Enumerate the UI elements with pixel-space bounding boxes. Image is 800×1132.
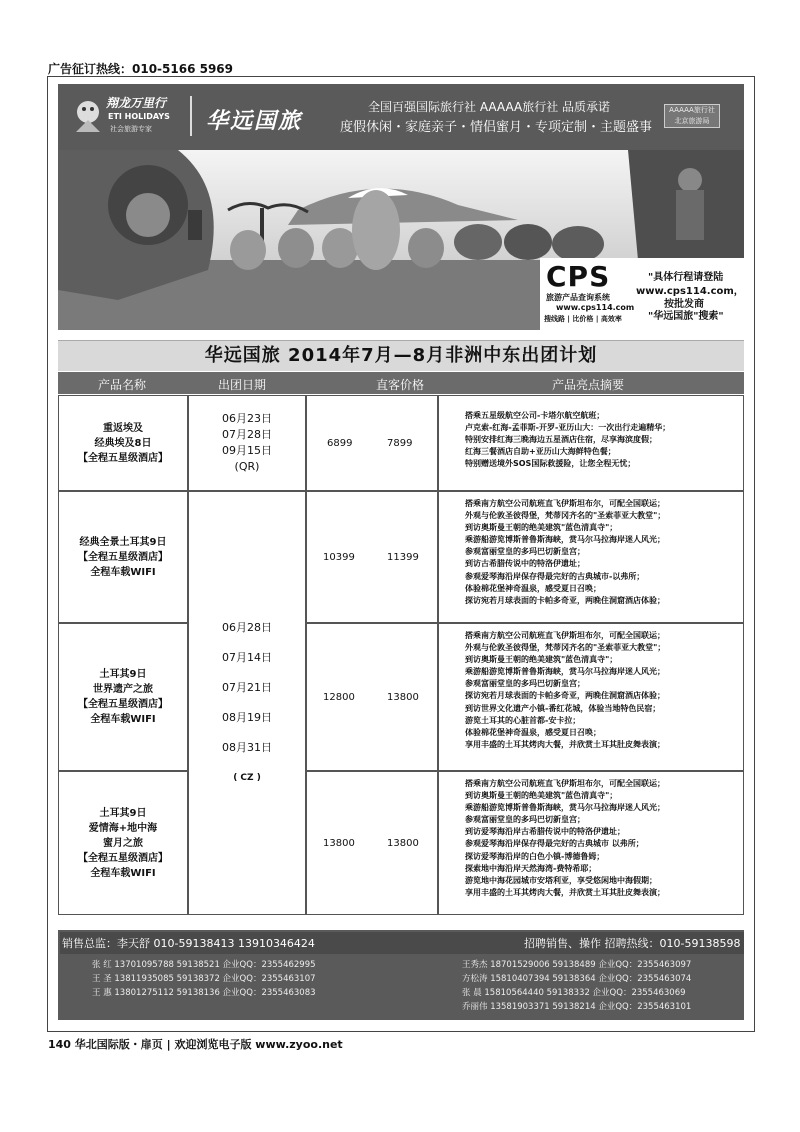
table-row-name: 重返埃及 经典埃及8日 【全程五星级酒店】 — [58, 395, 188, 491]
table-row-highlights: 搭乘南方航空公司航班直飞伊斯坦布尔，可配全国联运； 到访奥斯曼王朝的绝美建筑"蓝色清真寺"； 乘游船游览博斯普鲁斯海峡，赏马尔马拉海岸迷人风光； 参观富丽堂皇的多玛巴切新皇宫； 到访爱琴海沿岸古希腊传说中的特洛伊遗址； 参观爱琴海沿岸保存得最完好的古典城市 以弗所； 探访爱琴海沿岸的白色小镇-博德鲁姆； 探索地中海沿岸天然海湾-费特希耶； 游览地中海花园城市安塔利亚，享受悠闲地中海假期； 享用丰盛的土耳其烤肉大餐，并欣赏土耳其肚皮舞表演； — [438, 771, 744, 915]
page-title: 华远国旅 2014年7月—8月非洲中东出团计划 — [58, 340, 744, 371]
badge-line-2: 北京旅游局 — [674, 117, 710, 125]
logo-sub: 社会旅游专家 — [110, 125, 152, 133]
table-row-highlights: 搭乘南方航空公司航班直飞伊斯坦布尔，可配全国联运； 外观与伦敦圣彼得堡，梵蒂冈齐名的"圣索菲亚大教堂"； 到访奥斯曼王朝的绝美建筑"蓝色清真寺"； 乘游船游览博斯普鲁斯海峡，赏马尔马拉海岸迷人风光； 参观富丽堂皇的多玛巴切新皇宫； 探访宛若月球表面的卡帕多奇亚，两晚住洞窟酒店体验； 到访世界文化遗产小镇-番红花城，体验当地特色民宿； 游览土耳其的心脏首都-安卡拉； 体验棉花堡神奇温泉，感受夏日召唤； 享用丰盛的土耳其烤肉大餐，并欣赏土耳其肚皮舞表演； — [438, 623, 744, 771]
contact-right-1: 王秀杰 18701529006 59138489 企业QQ：2355463097 — [462, 960, 692, 970]
table-row-name: 经典全景土耳其9日 【全程五星级酒店】 全程车载WIFI — [58, 491, 188, 623]
tour-table — [58, 395, 744, 915]
header-tagline-2: 度假休闲・家庭亲子・情侣蜜月・专项定制・主题盛事 — [340, 120, 653, 135]
header-tagline-1: 全国百强国际旅行社 AAAAA旅行社 品质承诺 — [368, 100, 611, 114]
contact-right-4: 乔丽伟 13581903371 59138214 企业QQ：2355463101 — [462, 1002, 692, 1012]
table-header — [58, 372, 744, 394]
cps-note-url[interactable]: www.cps114.com， — [636, 286, 744, 297]
logo-cn: 翔龙万里行 — [106, 96, 167, 110]
table-row-name: 土耳其9日 爱情海+地中海 蜜月之旅 【全程五星级酒店】 全程车载WIFI — [58, 771, 188, 915]
cps-subtitle: 旅游产品查询系统 — [546, 293, 610, 302]
contact-left-1: 张 红 13701095788 59138521 企业QQ：2355462995 — [92, 960, 316, 970]
table-row-price: 12800 13800 — [306, 623, 438, 771]
cps-url[interactable]: www.cps114.com — [556, 303, 635, 312]
contact-left-3: 王 惠 13801275112 59138136 企业QQ：2355463083 — [92, 988, 316, 998]
badge-line-1: AAAAA旅行社 — [669, 106, 715, 114]
table-row-highlights: 搭乘五星级航空公司-卡塔尔航空航班； 卢克索-红海-孟菲斯-开罗-亚历山大：一次出行走遍精华； 特别安排红海三晚海边五星酒店住宿，尽享海滨度假； 红海三餐酒店自助+亚历山大海鲜特色餐； 特别赠送境外SOS国际救援险，让您全程无忧； — [438, 395, 744, 491]
cps-slogan: 搜线路 | 比价格 | 高效率 — [544, 315, 622, 323]
contact-right-3: 张 晨 15810564440 59138332 企业QQ：2355463069 — [462, 988, 686, 998]
cps-logo: CPS — [546, 260, 611, 293]
contact-left-2: 王 圣 13811935085 59138372 企业QQ：2355463107 — [92, 974, 316, 984]
col-price: 直客价格 — [376, 378, 425, 392]
logo-en: ETI HOLIDAYS — [108, 112, 170, 121]
aaaaa-badge — [664, 104, 720, 128]
shared-dates-cell: 06月28日 07月14日 07月21日 08月19日 08月31日 ( CZ ) — [188, 491, 306, 915]
page-footer-caption: 140 华北国际版・扉页 | 欢迎浏览电子版 www.zyoo.net — [48, 1038, 343, 1051]
table-row-dates: 06月23日 07月28日 09月15日 (QR) — [188, 395, 306, 491]
cps-note-3: "华远国旅"搜索" — [648, 311, 724, 322]
cps-note-1: "具体行程请登陆 — [648, 272, 724, 283]
brand-name: 华远国旅 — [206, 109, 303, 134]
cps-note-2: 按批发商 — [664, 299, 704, 310]
contact-right-2: 方松涛 15810407394 59138364 企业QQ：2355463074 — [462, 974, 692, 984]
table-row-price: 10399 11399 — [306, 491, 438, 623]
hiring-hotline: 招聘销售、操作 招聘热线：010-59138598 — [524, 937, 741, 950]
col-highlight: 产品亮点摘要 — [552, 378, 625, 392]
col-name: 产品名称 — [98, 378, 147, 392]
table-row-price: 6899 7899 — [306, 395, 438, 491]
table-row-price: 13800 13800 — [306, 771, 438, 915]
table-row-highlights: 搭乘南方航空公司航班直飞伊斯坦布尔，可配全国联运； 外观与伦敦圣彼得堡，梵蒂冈齐名的"圣索菲亚大教堂"； 到访奥斯曼王朝的绝美建筑"蓝色清真寺"； 乘游船游览博斯普鲁斯海峡，赏马尔马拉海岸迷人风光； 参观富丽堂皇的多玛巴切新皇宫； 到访古希腊传说中的特洛伊遗址； 参观爱琴海沿岸保存得最完好的古典城市-以弗所； 体验棉花堡神奇温泉，感受夏日召唤； 探访宛若月球表面的卡帕多奇亚，两晚住洞窟酒店体验； — [438, 491, 744, 623]
ad-hotline: 广告征订热线：010-5166 5969 — [48, 62, 234, 76]
sales-director: 销售总监：李天舒 010-59138413 13910346424 — [62, 937, 315, 950]
col-date: 出团日期 — [218, 378, 267, 392]
brand-divider — [190, 96, 192, 136]
table-row-name: 土耳其9日 世界遗产之旅 【全程五星级酒店】 全程车载WIFI — [58, 623, 188, 771]
